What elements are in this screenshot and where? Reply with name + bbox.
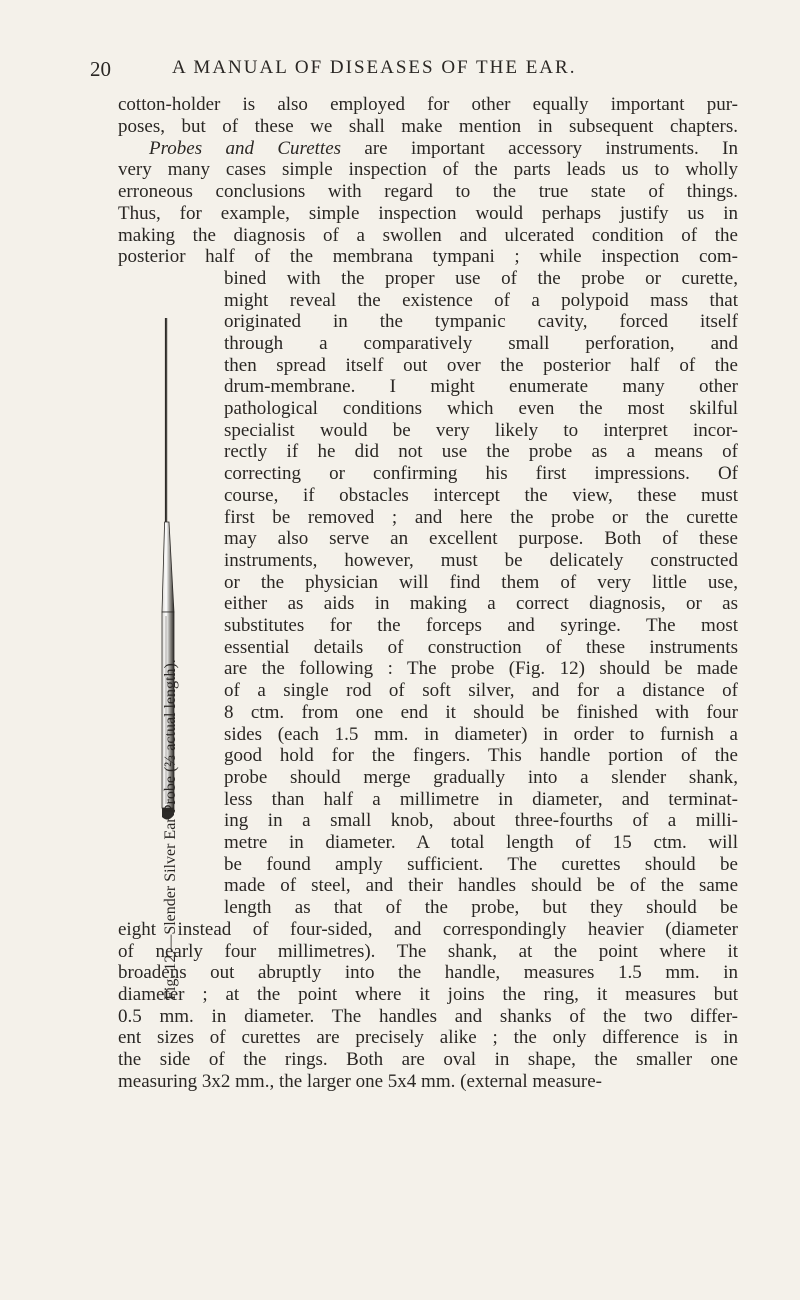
text-line: essential details of construction of these instruments: [224, 637, 738, 658]
text-line: sides (each 1.5 mm. in diameter) in order to furnish a: [224, 724, 738, 745]
text-line: of nearly four millimetres). The shank, at the point where it: [118, 941, 738, 962]
text-line: or the physician will find them of very little use,: [224, 572, 738, 593]
text-line: first be removed ; and here the probe or the curette: [224, 507, 738, 528]
text-line: through a comparatively small perforation, and: [224, 333, 738, 354]
text-line: probe should merge gradually into a slender shank,: [224, 767, 738, 788]
text-line: eight instead of four-sided, and correspondingly heavier (diameter: [118, 919, 738, 940]
page-number: 20: [90, 57, 111, 81]
text-line: length as that of the probe, but they should be: [224, 897, 738, 918]
text-line: broadens out abruptly into the handle, measures 1.5 mm. in: [118, 962, 738, 983]
page-header: [90, 57, 730, 83]
text-line: the side of the rings. Both are oval in shape, the smaller one: [118, 1049, 738, 1070]
text-line: might reveal the existence of a polypoid mass that: [224, 290, 738, 311]
text-line: bined with the proper use of the probe or curette,: [224, 268, 738, 289]
text-line: measuring 3x2 mm., the larger one 5x4 mm. (external measure-: [118, 1071, 602, 1092]
text-line: then spread itself out over the posterior half of the: [224, 355, 738, 376]
text-line: of a single rod of soft silver, and for a distance of: [224, 680, 738, 701]
text-line: may also serve an excellent purpose. Both of these: [224, 528, 738, 549]
text-line: specialist would be very likely to interpret incor-: [224, 420, 738, 441]
text-line: [149, 138, 738, 160]
text-line: ing in a small knob, about three-fourths of a milli-: [224, 810, 738, 831]
text-line: 8 ctm. from one end it should be finished with four: [224, 702, 738, 723]
figure-12: [156, 312, 226, 1000]
text-line: instruments, however, must be delicately constructed: [224, 550, 738, 571]
text-line: very many cases simple inspection of the parts leads us to wholly: [118, 159, 738, 180]
text-line: making the diagnosis of a swollen and ulcerated condition of the: [118, 225, 738, 246]
text-line: substitutes for the forceps and syringe. The most: [224, 615, 738, 636]
text-line: cotton-holder is also employed for other equally important pur-: [118, 94, 738, 115]
text-line: drum-membrane. I might enumerate many other: [224, 376, 738, 397]
text-line: erroneous conclusions with regard to the true state of things.: [118, 181, 738, 202]
text-line: either as aids in making a correct diagnosis, or as: [224, 593, 738, 614]
text-line: ent sizes of curettes are precisely alike ; the only difference is in: [118, 1027, 738, 1048]
figure-caption: Fig. 12.—Slender Silver Ear Probe (⅔ actual length).: [162, 659, 179, 1000]
text-line: diameter ; at the point where it joins the ring, it measures but: [118, 984, 738, 1005]
text-line: be found amply sufficient. The curettes should be: [224, 854, 738, 875]
text-line: less than half a millimetre in diameter, and terminat-: [224, 789, 738, 810]
text-line: metre in diameter. A total length of 15 ctm. will: [224, 832, 738, 853]
text-line: course, if obstacles intercept the view, these must: [224, 485, 738, 506]
text-line: correcting or confirming his first impressions. Of: [224, 463, 738, 484]
text-line: Thus, for example, simple inspection would perhaps justify us in: [118, 203, 738, 224]
text-line: posterior half of the membrana tympani ; while inspection com-: [118, 246, 738, 267]
text-line: pathological conditions which even the most skilful: [224, 398, 738, 419]
text-line: are the following : The probe (Fig. 12) should be made: [224, 658, 738, 679]
text-line: 0.5 mm. in diameter. The handles and shanks of the two differ-: [118, 1006, 738, 1027]
text-line: made of steel, and their handles should be of the same: [224, 875, 738, 896]
text-line: originated in the tympanic cavity, forced itself: [224, 311, 738, 332]
text-line: rectly if he did not use the probe as a means of: [224, 441, 738, 462]
running-head: A MANUAL OF DISEASES OF THE EAR.: [172, 57, 577, 78]
text-line: poses, but of these we shall make mention in subsequent chapters.: [118, 116, 738, 137]
section-heading: Probes and Curettes: [149, 138, 342, 159]
text-line-rest: are important accessory instruments. In: [341, 138, 738, 159]
text-line: good hold for the fingers. This handle portion of the: [224, 745, 738, 766]
